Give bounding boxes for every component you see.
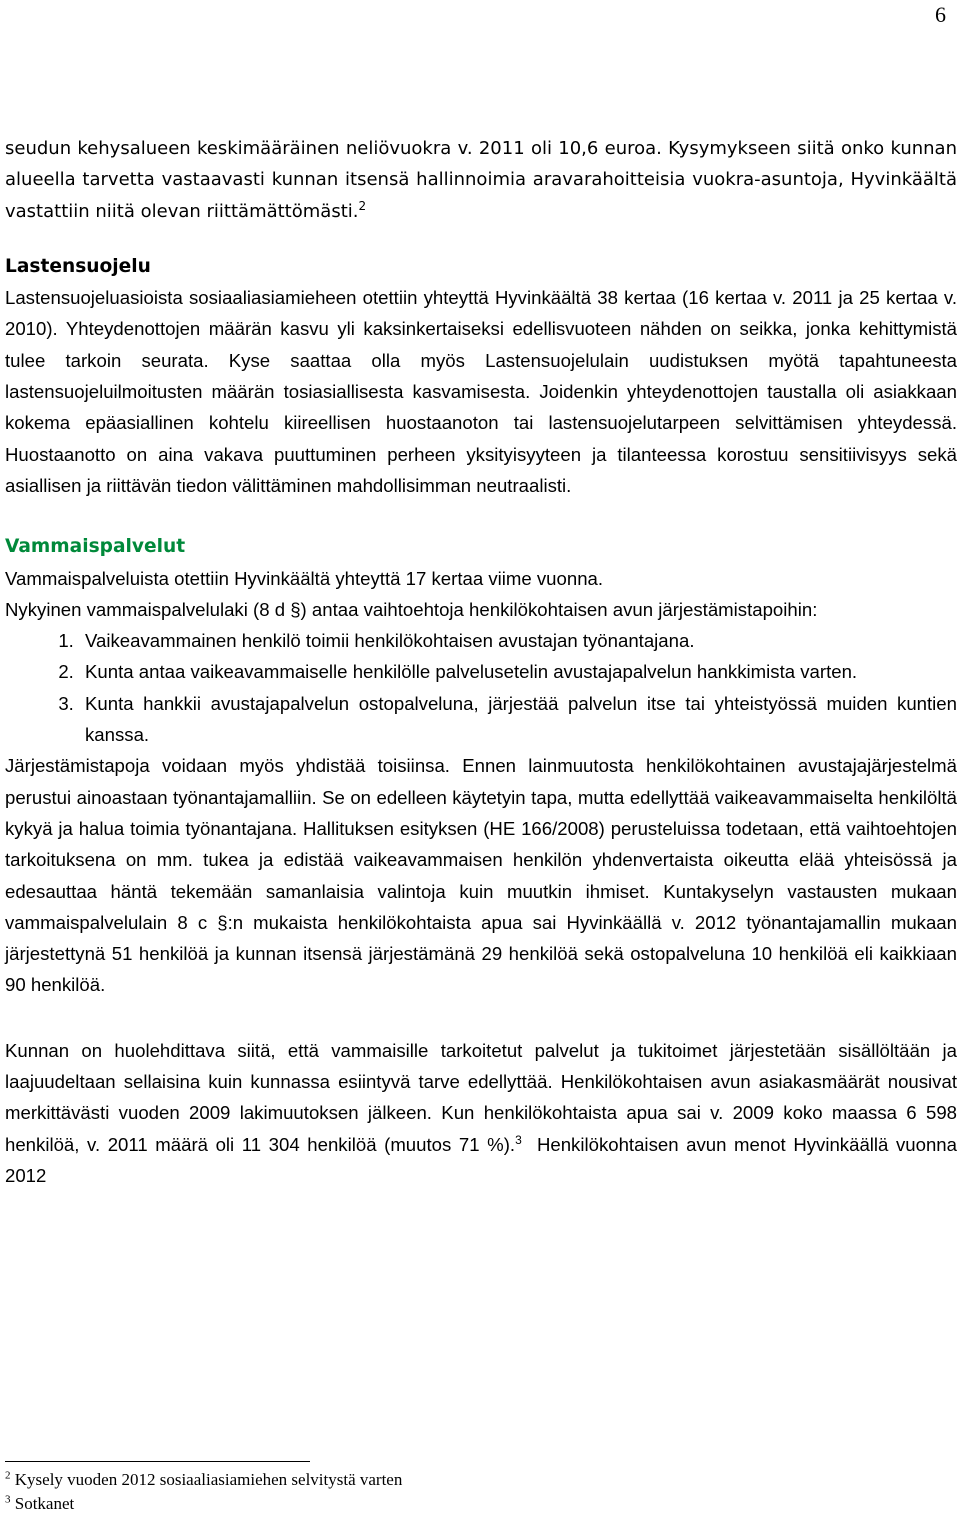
paragraph-tail: Henkilökohtaisen avun menot Hyvinkäällä vuonna 2012: [5, 1133, 957, 1186]
footnotes: [5, 1468, 402, 1516]
footnote-ref-3[interactable]: 3: [515, 1132, 522, 1147]
arrangement-options-list: [5, 625, 957, 750]
vammaispalvelulaki-paragraph: Nykyinen vammaispalvelulaki (8 d §) antaa vaihtoehtoja henkilökohtaisen avun järjestämistapoihin:: [5, 598, 818, 620]
list-item: 3. Kunta hankkii avustajapalvelun ostopalveluna, järjestää palvelun itse tai yhteistyössä muiden kuntien kanssa.: [79, 688, 957, 751]
intro-text: seudun kehysalueen keskimääräinen neliövuokra v. 2011 oli 10,6 euroa. Kysymykseen siitä onko kunnan alueella tarvetta vastaavasti kunnan itsensä hallinnoimia aravarahoitteisia vuokra-asuntoja, Hyvinkäältä vastattiin niitä olevan riittämättömästi.: [5, 138, 957, 222]
kunnan-velvollisuus-paragraph: [5, 1035, 957, 1191]
footnote-2: [5, 1468, 402, 1492]
body-text: [5, 133, 957, 1191]
page-number: 6: [935, 2, 946, 27]
footnote-ref-2[interactable]: 2: [358, 198, 367, 213]
lastensuojelu-paragraph: Lastensuojeluasioista sosiaaliasiamieheen otettiin yhteyttä Hyvinkäältä 38 kertaa (16 kertaa v. 2011 ja 25 kertaa v. 2010). Yhteydenottojen määrän kasvu yli kaksinkertaiseksi edellisvuoteen nähden on seikka, jonka kehittymistä tulee tarkoin seurata. Kyse saattaa olla myös Lastensuojelulain uudistuksen myötä tapahtuneesta lastensuojeluilmoitusten määrän tosiasiallisesta kasvamisesta. Joidenkin yhteydenottojen taustalla oli asiakkaan kokema epäasiallinen kohtelu kiireellisen huostaanoton tai lastensuojelutarpeen selvittämisen yhteydessä. Huostaanotto on aina vakava puuttuminen perheen yksityisyyteen ja tilanteessa korostuu sensitiivisyys sekä asiallisen ja riittävän tiedon välittäminen mahdollisimman neutraalisti.: [5, 287, 957, 496]
intro-paragraph: [5, 133, 957, 227]
vammaispalvelut-intro: Vammaispalveluista otettiin Hyvinkäältä yhteyttä 17 kertaa viime vuonna.: [5, 567, 604, 589]
footnote-number: 3: [5, 1493, 11, 1506]
footnote-3: [5, 1492, 402, 1516]
footnote-separator: [5, 1461, 310, 1462]
paragraph-text: Kunnan on huolehdittava siitä, että vammaisille tarkoitetut palvelut ja tukitoimet järjestetään sisällöltään ja laajuudeltaan sellaisina kuin kunnassa esiintyvä tarve edellyttää. Henkilökohtaisen avun asiakasmäärät nousivat merkittävästi vuoden 2009 lakimuutoksen jälkeen. Kun henkilökohtaista apua sai v. 2009 koko maassa 6 598 henkilöä, v. 2011 määrä oli 11 304 henkilöä (muutos 71 %).: [5, 1039, 957, 1155]
list-item: 1. Vaikeavammainen henkilö toimii henkilökohtaisen avustajan työnantajana.: [79, 625, 957, 656]
footnote-text: Kysely vuoden 2012 sosiaaliasiamiehen selvitystä varten: [14, 1470, 403, 1489]
section-heading-vammaispalvelut: Vammaispalvelut: [5, 536, 186, 558]
jarjestamistavat-paragraph: Järjestämistapoja voidaan myös yhdistää toisiinsa. Ennen lainmuutosta henkilökohtainen avustajajärjestelmä perustui ainoastaan työnantajamalliin. Se on edelleen käytetyin tapa, mutta edellyttää vaikeavammaiselta henkilöltä kykyä ja halua toimia työnantajana. Hallituksen esityksen (HE 166/2008) perusteluissa todetaan, että vaihtoehtojen tarkoituksena on mm. tukea ja edistää vaikeavammaisen henkilön yhdenvertaista oikeutta elää yhteisössä ja edesauttaa häntä tekemään samanlaisia valintoja kuin muutkin ihmiset. Kuntakyselyn vastausten mukaan vammaispalvelulain 8 c §:n mukaista henkilökohtaista apua sai Hyvinkäällä v. 2012 työnantajamallin mukaan järjestettynä 51 henkilöä ja kunnan itsensä järjestämänä 29 henkilöä sekä ostopalveluna 10 henkilöä eli kaikkiaan 90 henkilöä.: [5, 755, 957, 996]
list-item: 2. Kunta antaa vaikeavammaiselle henkilölle palvelusetelin avustajapalvelun hankkimista varten.: [79, 656, 957, 687]
footnote-number: 2: [5, 1469, 11, 1482]
footnote-text: Sotkanet: [14, 1494, 75, 1513]
section-heading-lastensuojelu: Lastensuojelu: [5, 255, 151, 277]
